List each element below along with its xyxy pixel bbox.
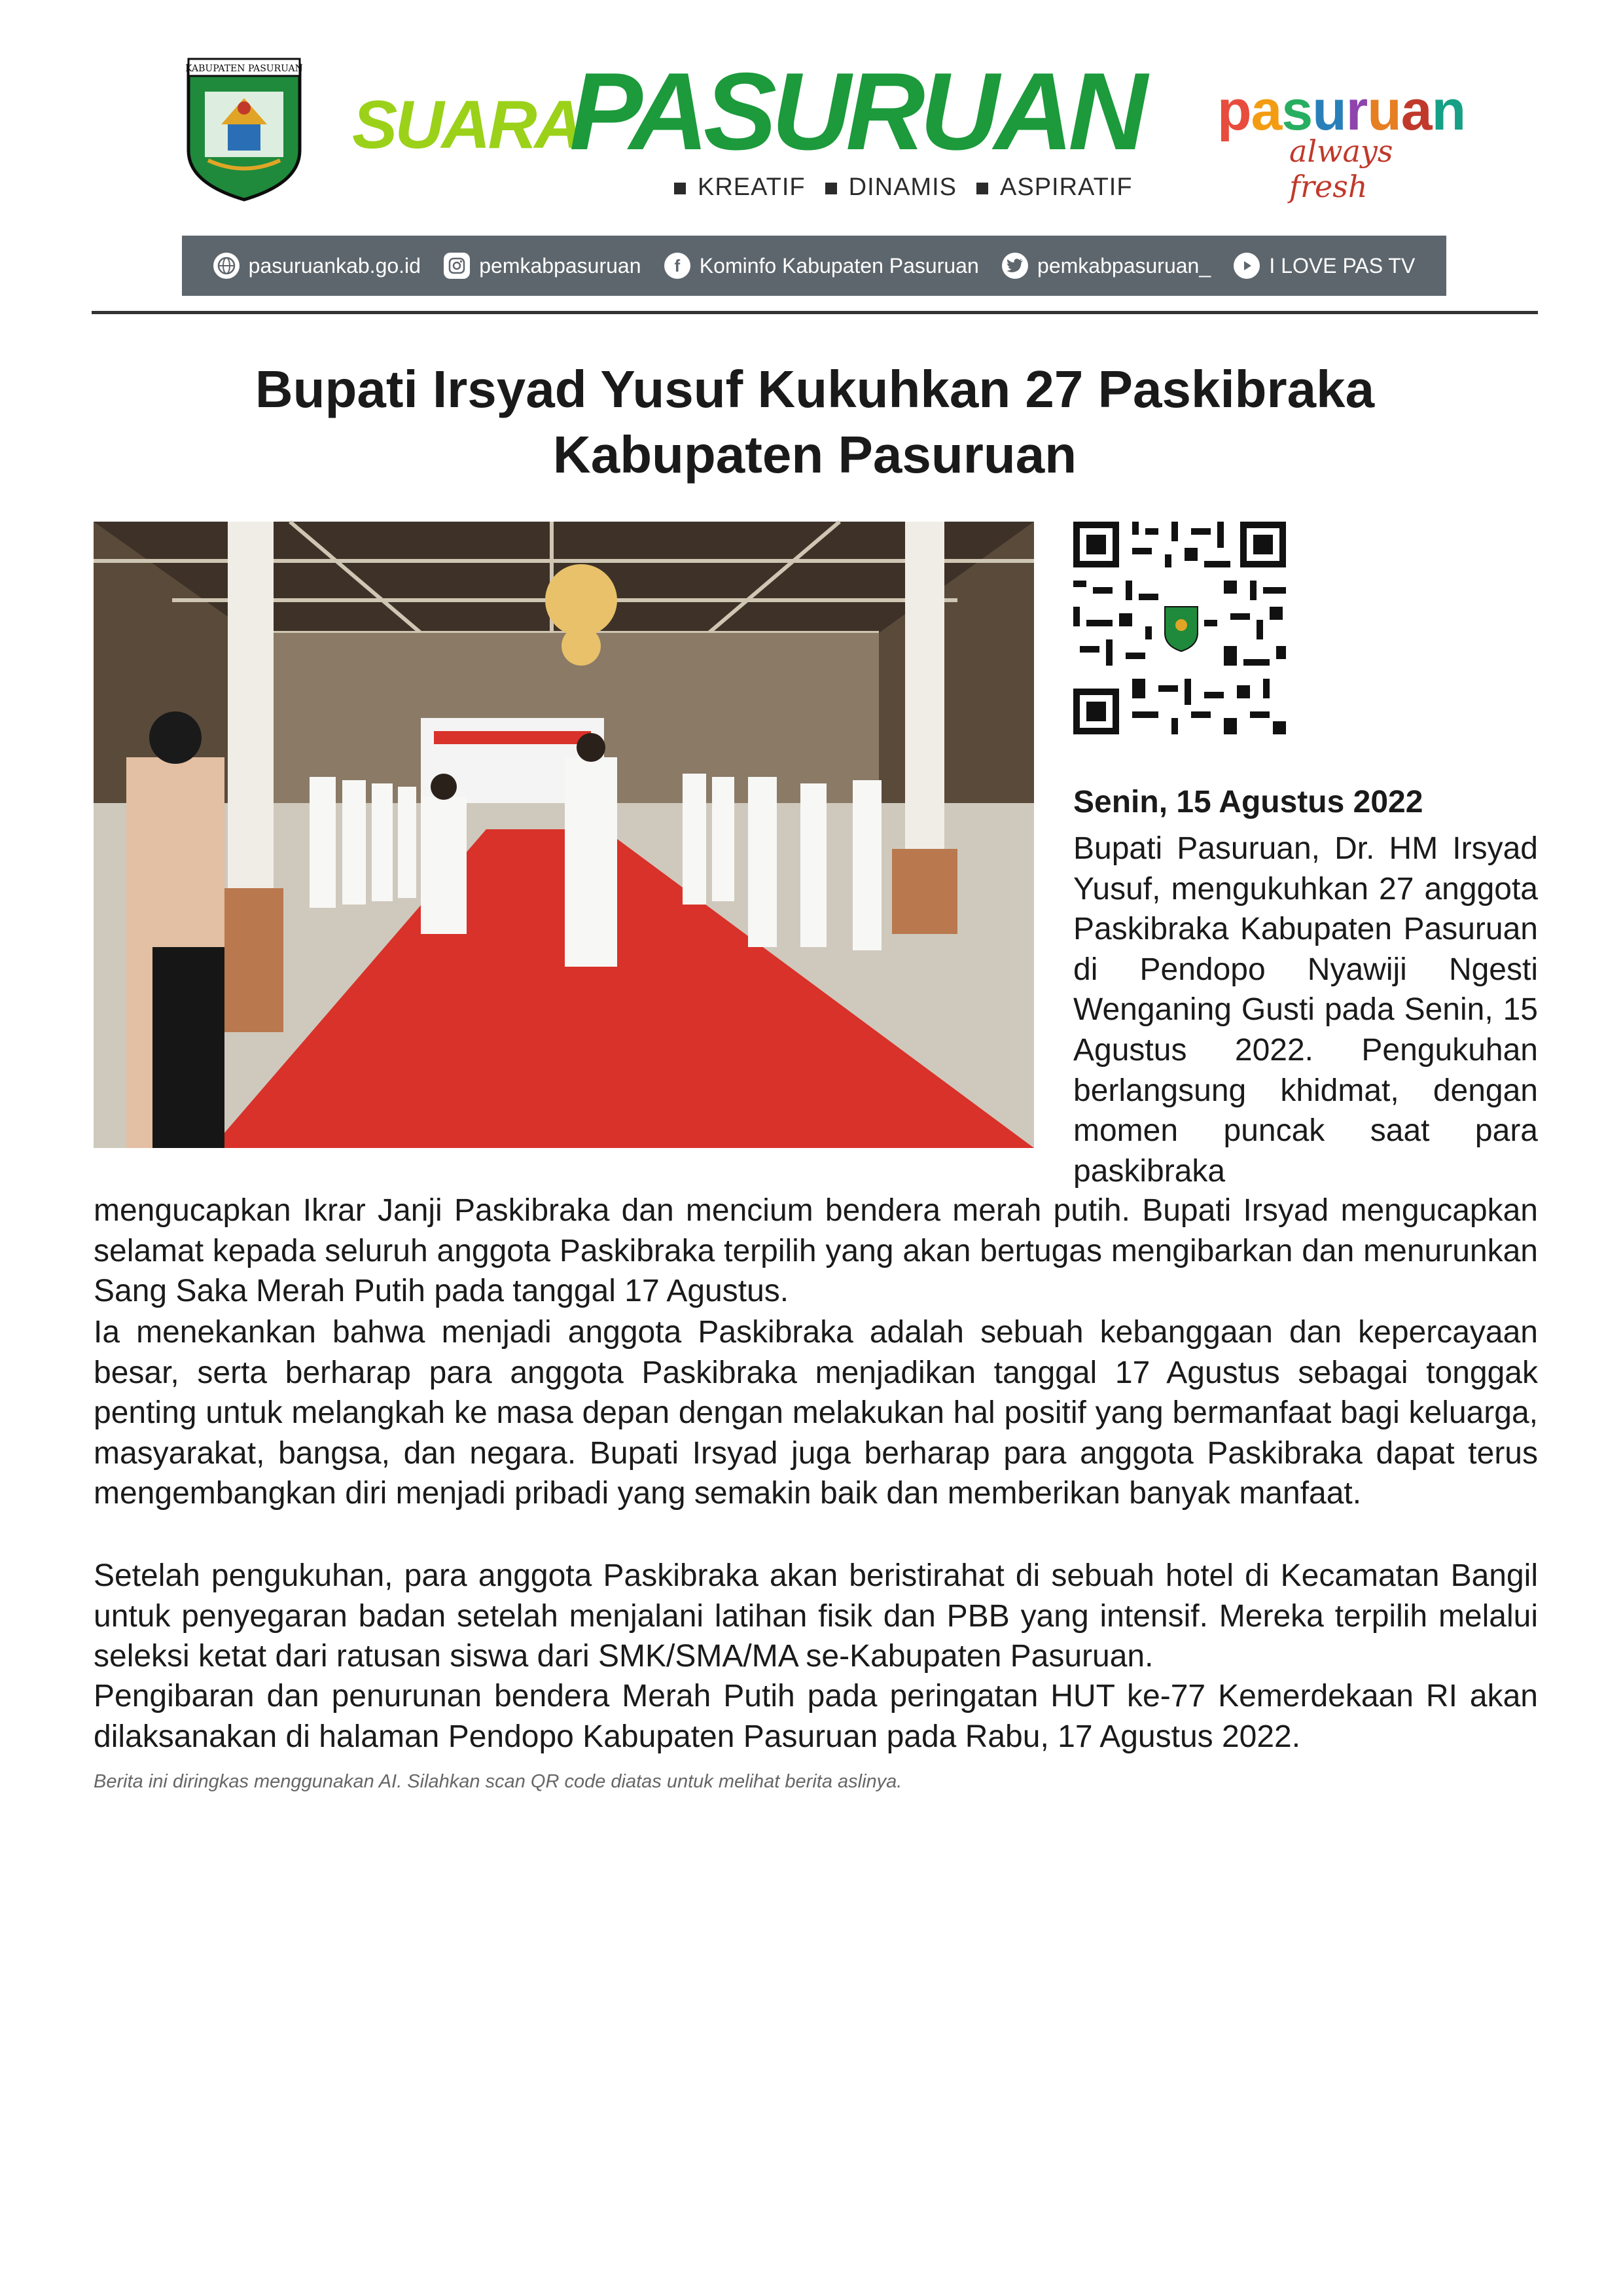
social-instagram-label: pemkabpasuruan [479,253,641,278]
social-twitter-label: pemkabpasuruan_ [1037,253,1211,278]
brand-word-text [1217,79,1465,142]
masthead-pasuruan: PASURUAN [569,50,1143,173]
brand-letter: a [1251,79,1282,142]
article-paragraph-4: Pengibaran dan penurunan bendera Merah Putih pada peringatan HUT ke-77 Kemerdekaan RI akan dilaksanakan di halaman Pendopo Kabupaten Pasuruan pada Rabu, 17 Agustus 2022. [94,1679,1538,1754]
twitter-icon [1002,253,1028,279]
instagram-icon [444,253,470,279]
facebook-icon: f [664,253,690,279]
brand-letter: r [1346,79,1368,142]
brand-letter: u [1367,79,1401,142]
article-photo [94,522,1034,1148]
brand-letter: p [1217,79,1251,142]
brand-letter: s [1281,79,1313,142]
masthead-suara: SUARA [352,87,581,163]
social-website-label: pasuruankab.go.id [248,253,421,278]
brand-letter: n [1431,79,1466,142]
article-paragraph-1: mengucapkan Ikrar Janji Paskibraka dan mencium bendera merah putih. Bupati Irsyad mengucapkan selamat kepada seluruh anggota Paskibraka terpilih yang akan bertugas mengibarkan dan menurunkan Sang Saka Merah Putih pada tanggal 17 Agustus. [94,1193,1538,1309]
social-instagram[interactable] [444,253,641,279]
regency-crest-logo [182,52,306,203]
social-twitter[interactable] [1002,253,1211,279]
article-title [92,357,1538,488]
tagline-aspiratif: ASPIRATIF [1000,173,1133,201]
brand-letter: a [1400,79,1432,142]
social-youtube[interactable] [1234,253,1415,279]
article-title-line-1: Bupati Irsyad Yusuf Kukuhkan 27 Paskibraka [255,360,1375,418]
article-paragraph-3: Setelah pengukuhan, para anggota Paskibraka akan beristirahat di sebuah hotel di Kecamatan Bangil untuk penyegaran badan setelah menjalani latihan fisik dan PBB yang intensif. Mereka terpilih melalui seleksi ketat dari ratusan siswa dari SMK/SMA/MA se-Kabupaten Pasuruan. [94,1558,1538,1674]
globe-icon [213,253,240,279]
social-bar [182,236,1446,296]
article-date: Senin, 15 Agustus 2022 [1073,785,1423,819]
article-paragraph-2: Ia menekankan bahwa menjadi anggota Paskibraka adalah sebuah kebanggaan dan kepercayaan besar, serta berharap para anggota Paskibraka menjadikan tanggal 17 Agustus sebagai tonggak penting untuk melangkah ke masa depan dengan melakukan hal positif yang bermanfaat bagi keluarga, masyarakat, bangsa, dan negara. Bupati Irsyad juga berharap para anggota Paskibraka dapat terus mengembangkan diri menjadi pribadi yang semakin baik dan memberikan banyak manfaat. [94,1315,1538,1511]
tagline-dinamis: DINAMIS [848,173,957,201]
svg-text:KABUPATEN PASURUAN: KABUPATEN PASURUAN [185,63,303,74]
header-divider [92,311,1538,314]
article-lead-paragraph: Bupati Pasuruan, Dr. HM Irsyad Yusuf, mengukuhkan 27 anggota Paskibraka Kabupaten Pasuruan di Pendopo Nyawiji Ngesti Wenganing Gusti pada Senin, 15 Agustus 2022. Pengukuhan berlangsung khidmat, dengan momen puncak saat para paskibraka [1073,831,1538,1189]
social-website[interactable] [213,253,421,279]
masthead-logo [347,52,1171,209]
article-title-line-2: Kabupaten Pasuruan [552,425,1077,484]
ai-summary-footnote: Berita ini diringkas menggunakan AI. Silahkan scan QR code diatas untuk melihat berita aslinya. [94,1771,902,1792]
social-facebook[interactable] [664,253,979,279]
brand-letter: u [1312,79,1346,142]
social-youtube-label: I LOVE PAS TV [1269,253,1416,278]
play-icon [1234,253,1260,279]
qr-code[interactable] [1073,522,1286,734]
pasuruan-always-fresh-logo [1217,79,1466,204]
social-facebook-label: Kominfo Kabupaten Pasuruan [699,253,979,278]
masthead-tagline [674,173,1133,202]
tagline-kreatif: KREATIF [698,173,806,201]
brand-tagline: always fresh [1289,134,1393,204]
